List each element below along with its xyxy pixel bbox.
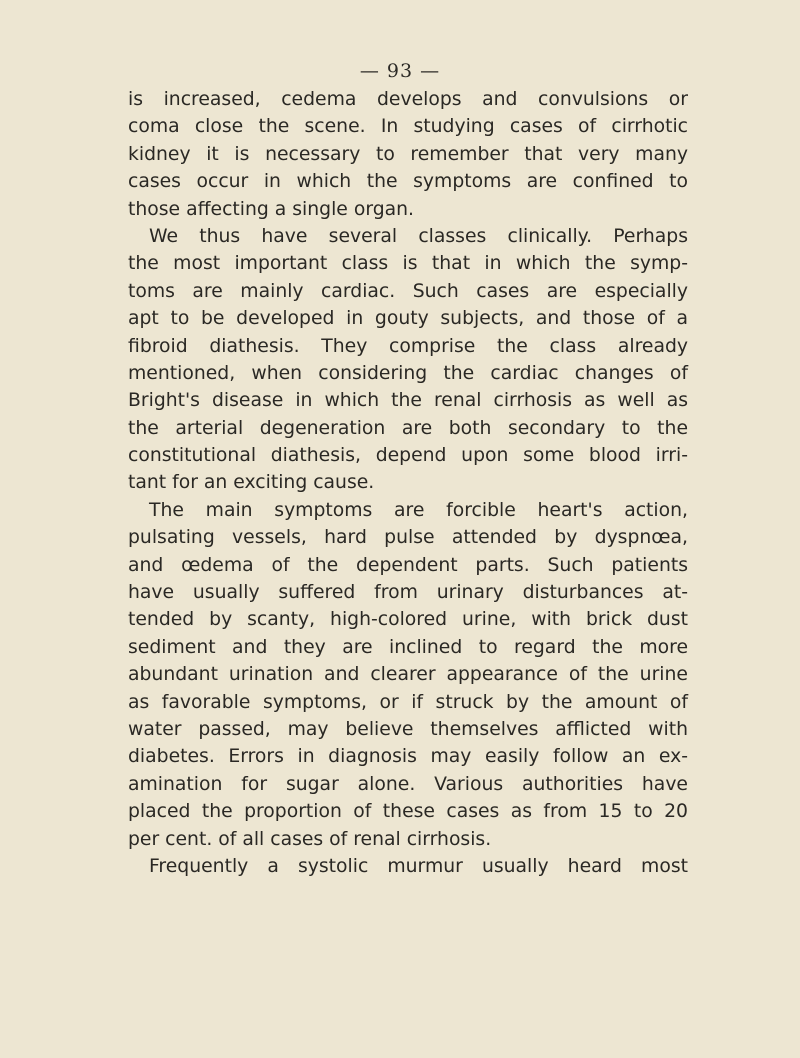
text-line: per cent. of all cases of renal cirrhosis.: [128, 828, 492, 850]
text-line: have usually suffered from urinary disturbances at-: [128, 582, 688, 604]
text-line: kidney it is necessary to remember that very many: [128, 143, 688, 165]
text-line: cases occur in which the symptoms are confined to: [128, 171, 688, 193]
page-number: — 93 —: [359, 60, 441, 82]
text-line: is increased, cedema develops and convulsions or: [128, 89, 688, 110]
text-line: water passed, may believe themselves afflicted with: [128, 718, 688, 740]
text-line: fibroid diathesis. They comprise the class already: [128, 335, 688, 357]
text-line: Frequently a systolic murmur usually heard most: [149, 855, 688, 877]
text-line: those affecting a single organ.: [128, 198, 415, 220]
text-line: tended by scanty, high-colored urine, with brick dust: [128, 609, 688, 631]
text-line: The main symptoms are forcible heart's action,: [149, 499, 688, 521]
text-line: abundant urination and clearer appearance of the urine: [128, 664, 688, 686]
text-line: apt to be developed in gouty subjects, and those of a: [128, 308, 688, 330]
text-line: as favorable symptoms, or if struck by the amount of: [128, 691, 688, 713]
text-line: and œdema of the dependent parts. Such patients: [128, 554, 688, 576]
text-line: the most important class is that in which the symp-: [128, 253, 688, 275]
text-line: diabetes. Errors in diagnosis may easily follow an ex-: [128, 746, 688, 768]
body-text: [128, 86, 688, 880]
text-line: We thus have several classes clinically. Perhaps: [149, 225, 688, 247]
text-line: toms are mainly cardiac. Such cases are especially: [128, 280, 688, 302]
text-line: the arterial degeneration are both secondary to the: [128, 417, 688, 439]
text-line: tant for an exciting cause.: [128, 472, 375, 494]
text-line: constitutional diathesis, depend upon some blood irri-: [128, 445, 688, 467]
text-line: placed the proportion of these cases as from 15 to 20: [128, 801, 688, 823]
text-line: amination for sugar alone. Various authorities have: [128, 773, 688, 795]
text-line: pulsating vessels, hard pulse attended by dyspnœa,: [128, 527, 688, 549]
text-line: coma close the scene. In studying cases of cirrhotic: [128, 116, 688, 138]
text-line: mentioned, when considering the cardiac changes of: [128, 362, 688, 384]
text-line: Bright's disease in which the renal cirrhosis as well as: [128, 390, 688, 412]
text-line: sediment and they are inclined to regard the more: [128, 636, 688, 658]
